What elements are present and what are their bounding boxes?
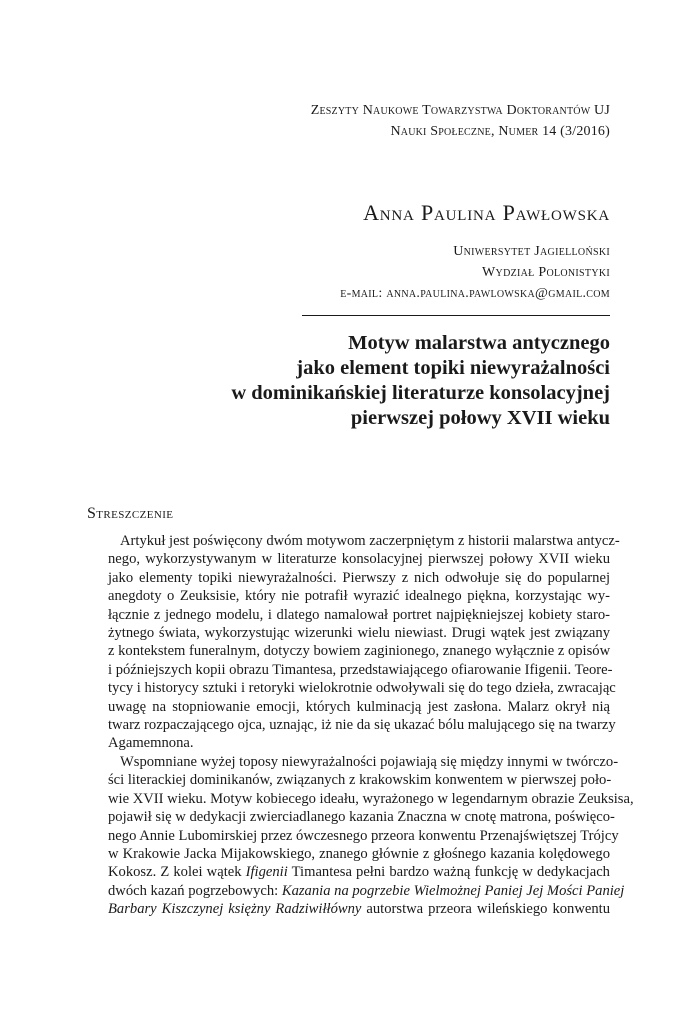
text-line: w Krakowie Jacka Mijakowskiego, znanego głównie z głośnego kazania kolędowego <box>108 845 610 862</box>
text-line: tycy i historycy sztuki i retoryki wielokrotnie odwoływali się do tego dzieła, zwracając <box>108 680 616 697</box>
text-line: jako elementy topiki niewyrażalności. Pierwszy z nich odwołuje się do popularnej <box>108 569 610 586</box>
text-line: pojawił się w dedykacji zwierciadlanego kazania Znaczna w cnotę matrona, poświęco- <box>108 809 615 826</box>
title-line: Motyw malarstwa antycznego <box>348 332 610 354</box>
journal-title: Zeszyty Naukowe Towarzystwa Doktorantów UJ <box>310 103 610 118</box>
text-line: Wspomniane wyżej toposy niewyrażalności pojawiają się między innymi w twórczo- <box>120 753 619 770</box>
title-line: w dominikańskiej literaturze konsolacyjnej <box>231 382 610 404</box>
text-line <box>108 882 625 900</box>
text-run: Kokosz. Z kolei wątek <box>108 864 246 881</box>
text-line: nego Annie Lubomirskiej przez ówczesnego przeora konwentu Przenajświętszej Trójcy <box>108 827 619 844</box>
abstract-body <box>108 532 634 919</box>
text-line: żytnego świata, wykorzystując wizerunki wielu niewiast. Drugi wątek jest związany <box>108 625 610 642</box>
text-line <box>108 863 610 881</box>
text-line: łącznie z jednego modelu, i dlatego namalował portret najpiękniejszej kobiety staro- <box>108 606 610 623</box>
title-line: pierwszej połowy XVII wieku <box>350 407 610 429</box>
article-title <box>231 331 610 431</box>
text-line: nego, wykorzystywanym w literaturze konsolacyjnej pierwszej połowy XVII wieku <box>108 551 610 568</box>
affiliation-faculty: Wydział Polonistyki <box>482 265 610 280</box>
text-line: z kontekstem funeralnym, dotyczy bowiem zaginionego, znanego wyłącznie z opisów <box>108 643 611 660</box>
text-run: dwóch kazań pogrzebowych: <box>108 882 282 899</box>
text-line: uwagę na stopniowanie emocji, których kulminacją jest zasłona. Malarz okrył nią <box>108 698 610 715</box>
author-name: Anna Paulina Pawłowska <box>363 200 610 225</box>
text-run: autorstwa przeora wileńskiego konwentu <box>361 901 611 918</box>
title-line: jako element topiki niewyrażalności <box>296 357 610 379</box>
text-line: ści literackiej dominikanów, związanych z krakowskim konwentem w pierwszej poło- <box>108 772 612 789</box>
text-line: wie XVII wieku. Motyw kobiecego ideału, wyrażonego w legendarnym obrazie Zeuksisa, <box>108 790 634 807</box>
author-affiliation <box>340 241 610 304</box>
italic-title: Ifigenii <box>245 864 288 881</box>
italic-title: Kazania na pogrzebie Wielmożnej Paniej Jej Mości Paniej <box>281 882 625 899</box>
text-line <box>108 900 610 918</box>
text-line: i późniejszych kopii obrazu Timantesa, przedstawiającego ofiarowanie Ifigenii. Teore- <box>108 661 613 678</box>
text-run: Timantesa pełni bardzo ważną funkcję w dedykacjach <box>287 864 610 881</box>
text-line: anegdoty o Zeuksisie, który nie potrafił wyrazić idealnego piękna, korzystając wy- <box>108 588 610 605</box>
text-line: Artykuł jest poświęcony dwóm motywom zaczerpniętym z historii malarstwa antycz- <box>120 533 620 549</box>
journal-header <box>311 100 610 142</box>
text-line: Agamemnona. <box>108 735 194 752</box>
journal-issue: Nauki Społeczne, Numer 14 (3/2016) <box>390 124 610 139</box>
header-divider <box>302 315 610 316</box>
author-email: e-mail: anna.paulina.pawlowska@gmail.com <box>340 286 610 301</box>
abstract-heading: Streszczenie <box>87 505 174 522</box>
affiliation-university: Uniwersytet Jagielloński <box>453 244 610 259</box>
italic-title: Barbary Kiszczynej księżny Radziwiłłówny <box>108 901 362 918</box>
text-line: twarz rozpaczającego ojca, uznając, iż nie da się ukazać bólu malującego się na twarzy <box>108 717 616 734</box>
